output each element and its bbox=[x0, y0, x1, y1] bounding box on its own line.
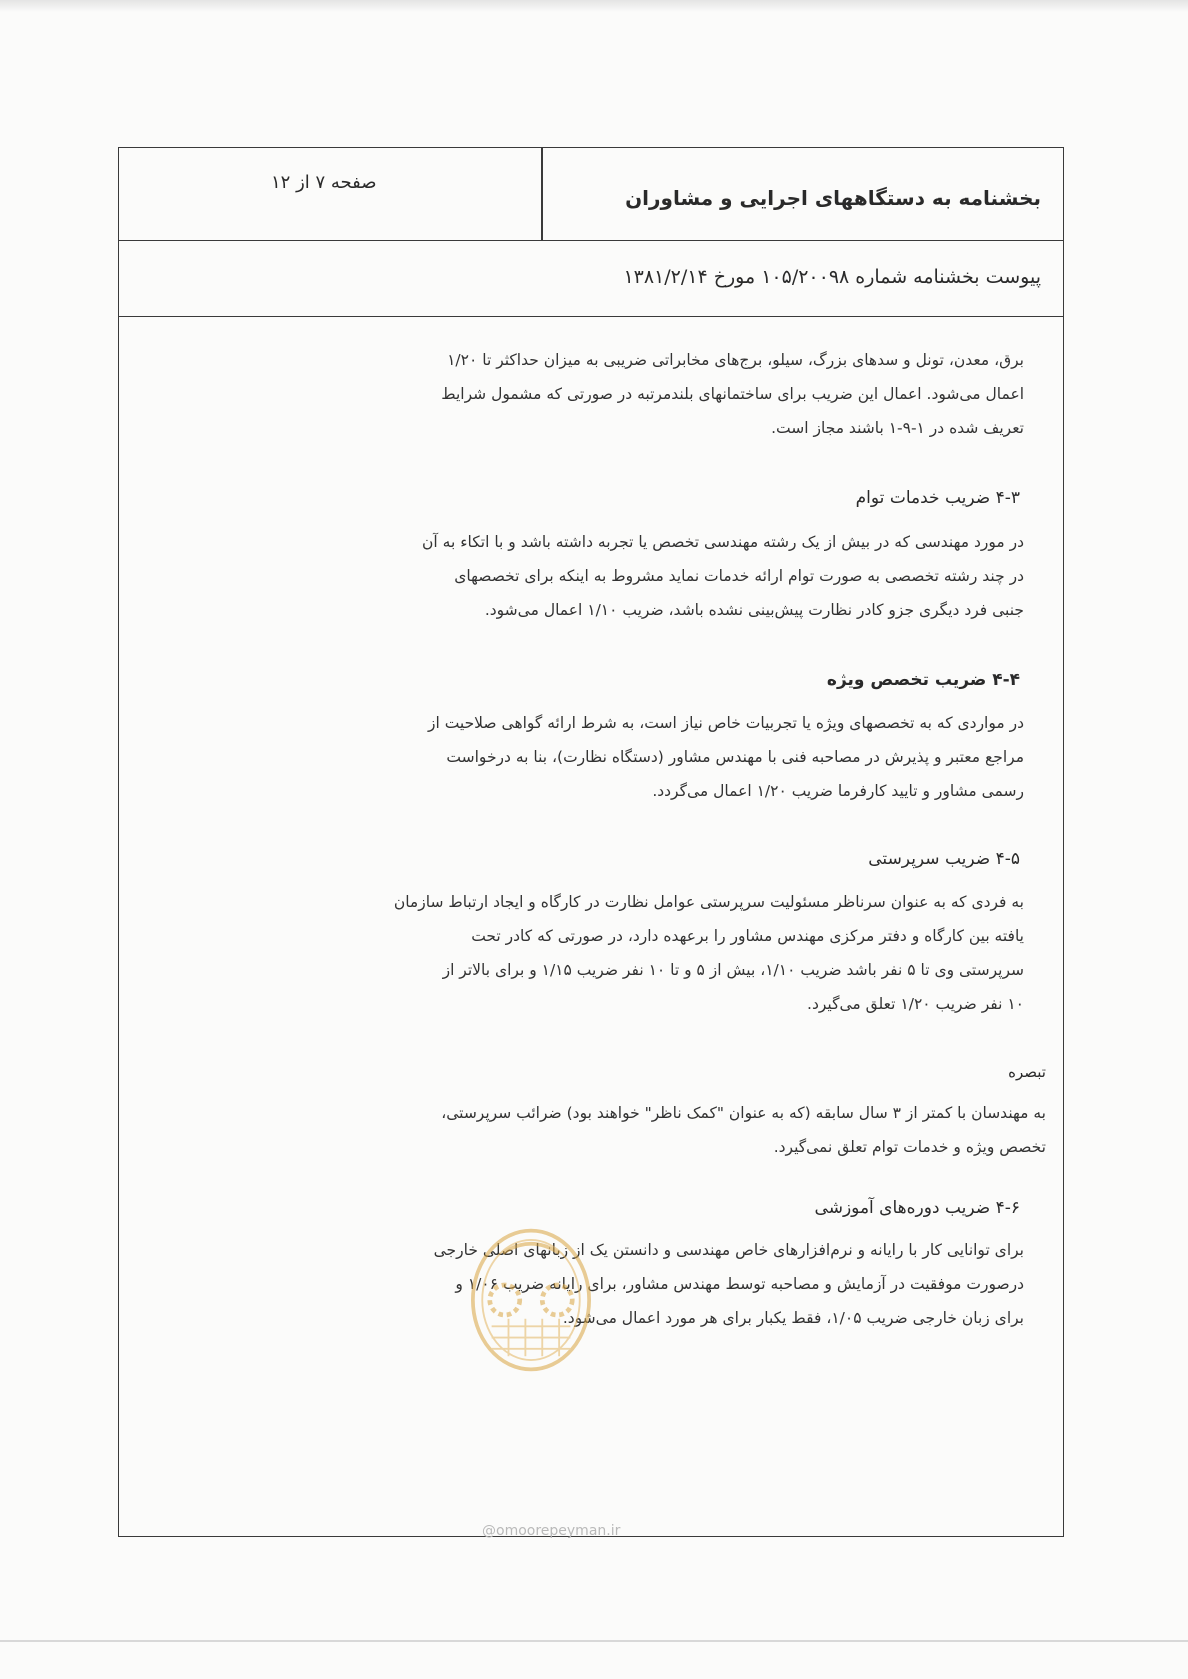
header-divider bbox=[541, 148, 543, 240]
scan-edge-shadow bbox=[0, 0, 1188, 12]
text-line: برق، معدن، تونل و سدهای بزرگ، سیلو، برج‌های مخابراتی ضریبی به میزان حداکثر تا ۱/۲۰ bbox=[447, 351, 1024, 369]
watermark-text: @omoorepeyman.ir bbox=[482, 1523, 621, 1539]
attachment-reference: پیوست بخشنامه شماره ۱۰۵/۲۰۰۹۸ مورخ ۱۳۸۱/۲/۱۴ bbox=[623, 266, 1041, 288]
document-title: بخشنامه به دستگاههای اجرایی و مشاوران bbox=[625, 186, 1041, 210]
section-heading-training-courses: ۴-۶ ضریب دوره‌های آموزشی bbox=[814, 1198, 1020, 1218]
text-line: در مواردی که به تخصصهای ویژه یا تجربیات خاص نیاز است، به شرط ارائه گواهی صلاحیت از bbox=[427, 714, 1024, 732]
note-paragraph bbox=[188, 1096, 1046, 1164]
text-line: مراجع معتبر و پذیرش در مصاحبه فنی با مهندس مشاور (دستگاه نظارت)، بنا به درخواست bbox=[446, 748, 1024, 766]
text-line: در چند رشته تخصصی به صورت توام ارائه خدمات نماید مشروط به اینکه برای تخصصهای bbox=[454, 567, 1024, 585]
text-line: در مورد مهندسی که در بیش از یک رشته مهندسی تخصص یا تجربه داشته باشد و با اتکاء به آن bbox=[422, 533, 1024, 551]
text-line: به فردی که به عنوان سرناظر مسئولیت سرپرستی عوامل نظارت در کارگاه و ایجاد ارتباط سازمان bbox=[393, 893, 1024, 911]
combined-services-paragraph bbox=[206, 525, 1024, 627]
watermark-logo-icon bbox=[466, 1225, 596, 1375]
note-heading: تبصره bbox=[1008, 1063, 1046, 1081]
text-line: ۱۰ نفر ضریب ۱/۲۰ تعلق می‌گیرد. bbox=[807, 995, 1024, 1013]
text-line: درصورت موفقیت در آزمایش و مصاحبه توسط مهندس مشاور، برای رایانه ضریب ۱/۰۶ و bbox=[455, 1275, 1024, 1293]
training-courses-paragraph bbox=[206, 1233, 1024, 1335]
text-line: به مهندسان با کمتر از ۳ سال سابقه (که به عنوان "کمک ناظر" خواهند بود) ضرائب سرپرستی، bbox=[441, 1104, 1046, 1122]
text-line: برای توانایی کار با رایانه و نرم‌افزارهای خاص مهندسی و دانستن یک از زبانهای اصلی خارجی bbox=[433, 1241, 1024, 1259]
text-line: برای زبان خارجی ضریب ۱/۰۵، فقط یکبار برای هر مورد اعمال می‌شود. bbox=[562, 1309, 1024, 1327]
text-line: یافته بین کارگاه و دفتر مرکزی مهندس مشاور را برعهده دارد، در صورتی که کادر تحت bbox=[471, 927, 1024, 945]
intro-paragraph bbox=[206, 343, 1024, 445]
text-line: جنبی فرد دیگری جزو کادر نظارت پیش‌بینی نشده باشد، ضریب ۱/۱۰ اعمال می‌شود. bbox=[484, 601, 1024, 619]
page-number: صفحه ۷ از ۱۲ bbox=[271, 172, 377, 193]
header-row bbox=[119, 148, 1063, 241]
special-expertise-paragraph bbox=[206, 706, 1024, 808]
scan-bottom-edge bbox=[0, 1640, 1188, 1642]
attachment-row bbox=[119, 240, 1063, 317]
text-line: رسمی مشاور و تایید کارفرما ضریب ۱/۲۰ اعمال می‌گردد. bbox=[652, 782, 1024, 800]
text-line: سرپرستی وی تا ۵ نفر باشد ضریب ۱/۱۰، بیش از ۵ و تا ۱۰ نفر ضریب ۱/۱۵ و برای بالاتر از bbox=[442, 961, 1024, 979]
section-heading-combined-services: ۴-۳ ضریب خدمات توام bbox=[855, 488, 1020, 508]
text-line: تعریف شده در ۱-۹-۱ باشند مجاز است. bbox=[771, 419, 1024, 437]
supervision-paragraph bbox=[206, 885, 1024, 1021]
section-heading-special-expertise: ۴-۴ ضریب تخصص ویژه bbox=[826, 670, 1020, 690]
text-line: اعمال می‌شود. اعمال این ضریب برای ساختمانهای بلندمرتبه در صورتی که مشمول شرایط bbox=[441, 385, 1024, 403]
section-heading-supervision: ۴-۵ ضریب سرپرستی bbox=[868, 849, 1020, 869]
text-line: تخصص ویژه و خدمات توام تعلق نمی‌گیرد. bbox=[773, 1138, 1046, 1156]
